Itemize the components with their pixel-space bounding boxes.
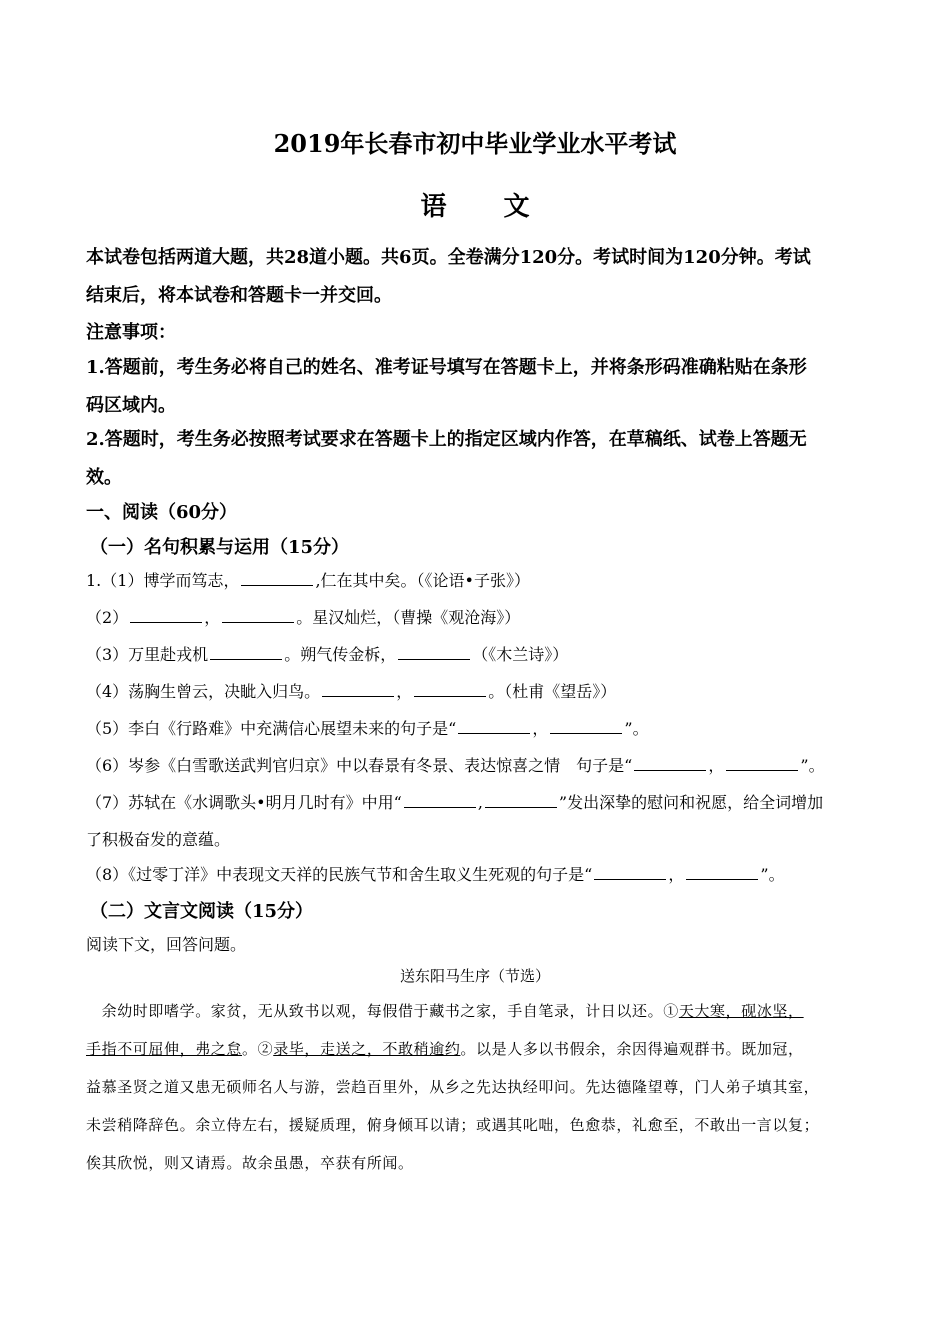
answer-blank[interactable] <box>634 756 706 771</box>
q1-3-mid: 。朔气传金柝， <box>284 645 397 664</box>
passage-line-2-text: 。以是人多以书假余，余因得遍观群书。既加冠， <box>460 1040 804 1058</box>
q1-8-mid: ， <box>668 865 685 884</box>
q1-6-mid: ， <box>708 756 725 775</box>
note-1-line-2: 码区域内。 <box>86 395 176 416</box>
notes-heading: 注意事项： <box>86 322 176 343</box>
intro-line-1: 本试卷包括两道大题，共28道小题。共6页。全卷满分120分。考试时间为120分钟。考试 <box>86 247 811 268</box>
answer-blank[interactable] <box>550 719 622 734</box>
q1-2-mid: ， <box>204 608 221 627</box>
q1-6-post: ”。 <box>800 756 825 775</box>
part-2-heading: （二）文言文阅读（15分） <box>90 901 314 922</box>
question-1-2 <box>86 605 520 628</box>
passage-underlined-1: 天大寒，砚冰坚， <box>678 1002 804 1020</box>
passage-line-4: 未尝稍降辞色。余立侍左右，援疑质理，俯身倾耳以请；或遇其叱咄，色愈恭，礼愈至，不敢出一言以复； <box>86 1116 820 1134</box>
intro-line-2: 结束后，将本试卷和答题卡一并交回。 <box>86 285 392 306</box>
answer-blank[interactable] <box>398 645 470 660</box>
q1-3-post: （《木兰诗》） <box>472 645 569 664</box>
q1-6-pre: （6）岑参《白雪歌送武判官归京》中以春景有冬景、表达惊喜之情 句子是“ <box>86 756 633 775</box>
passage-line-1 <box>86 1000 804 1021</box>
q1-7-mid: , <box>477 793 483 812</box>
passage-underlined-2: 录毕，走送之，不敢稍逾约 <box>273 1040 461 1058</box>
answer-blank[interactable] <box>458 719 530 734</box>
answer-blank[interactable] <box>726 756 798 771</box>
question-1-3 <box>86 642 568 665</box>
note-1-line-1: 1.答题前，考生务必将自己的姓名、准考证号填写在答题卡上，并将条形码准确粘贴在条形 <box>86 357 807 378</box>
question-1-1 <box>86 568 530 591</box>
q1-8-post: ”。 <box>760 865 785 884</box>
part-1-heading: （一）名句积累与运用（15分） <box>90 537 350 558</box>
q1-5-mid: ， <box>532 719 549 738</box>
note-2-line-1: 2.答题时，考生务必按照考试要求在答题卡上的指定区域内作答，在草稿纸、试卷上答题无 <box>86 429 807 450</box>
question-1-7-line-2: 了积极奋发的意蕴。 <box>86 830 231 849</box>
q1-4-pre: （4）荡胸生曾云，决眦入归鸟。 <box>86 682 321 701</box>
answer-blank[interactable] <box>322 682 394 697</box>
q1-7-post: ”发出深挚的慰问和祝愿，给全词增加 <box>558 793 824 812</box>
q1-2-pre: （2） <box>86 608 129 627</box>
passage-title: 送东阳马生序（节选） <box>399 967 550 985</box>
part-2-instruction: 阅读下文，回答问题。 <box>86 935 247 954</box>
exam-title: 2019年长春市初中毕业学业水平考试 <box>273 129 677 158</box>
passage-line-5: 俟其欣悦，则又请焉。故余虽愚，卒获有所闻。 <box>86 1154 414 1172</box>
passage-underlined-1-cont: 手指不可屈伸，弗之怠 <box>86 1040 243 1058</box>
answer-blank[interactable] <box>414 682 486 697</box>
question-1-6 <box>86 753 825 776</box>
question-1-7 <box>86 790 823 813</box>
answer-blank[interactable] <box>594 865 666 880</box>
q1-1-post: ,仁在其中矣。（《论语•子张》） <box>315 571 530 590</box>
q1-8-pre: （8）《过零丁洋》中表现文天祥的民族气节和舍生取义生死观的句子是“ <box>86 865 593 884</box>
passage-marker-2: 。② <box>242 1040 274 1058</box>
answer-blank[interactable] <box>404 793 476 808</box>
answer-blank[interactable] <box>485 793 557 808</box>
answer-blank[interactable] <box>210 645 282 660</box>
q1-1-pre: 1.（1）博学而笃志， <box>86 571 240 590</box>
q1-5-post: ”。 <box>624 719 649 738</box>
passage-line-1-text: 余幼时即嗜学。家贫，无从致书以观，每假借于藏书之家，手自笔录，计日以还。① <box>86 1002 679 1020</box>
passage-line-3: 益慕圣贤之道又患无硕师名人与游，尝趋百里外，从乡之先达执经叩问。先达德隆望尊，门人弟子填其室， <box>86 1078 820 1096</box>
answer-blank[interactable] <box>241 571 313 586</box>
subject-heading: 语 文 <box>420 192 554 222</box>
question-1-4 <box>86 679 616 702</box>
passage-line-2 <box>86 1038 804 1059</box>
q1-2-post: 。星汉灿烂，（曹操《观沧海》） <box>296 608 521 627</box>
answer-blank[interactable] <box>222 608 294 623</box>
q1-4-post: 。（杜甫《望岳》） <box>488 682 617 701</box>
note-2-line-2: 效。 <box>86 467 122 488</box>
answer-blank[interactable] <box>130 608 202 623</box>
q1-7-pre: （7）苏轼在《水调歌头•明月几时有》中用“ <box>86 793 402 812</box>
q1-4-mid: ， <box>396 682 413 701</box>
q1-5-pre: （5）李白《行路难》中充满信心展望未来的句子是“ <box>86 719 457 738</box>
q1-3-pre: （3）万里赴戎机 <box>86 645 209 664</box>
question-1-5 <box>86 716 649 739</box>
question-1-8 <box>86 862 785 885</box>
answer-blank[interactable] <box>686 865 758 880</box>
section-1-heading: 一、阅读（60分） <box>86 502 238 523</box>
